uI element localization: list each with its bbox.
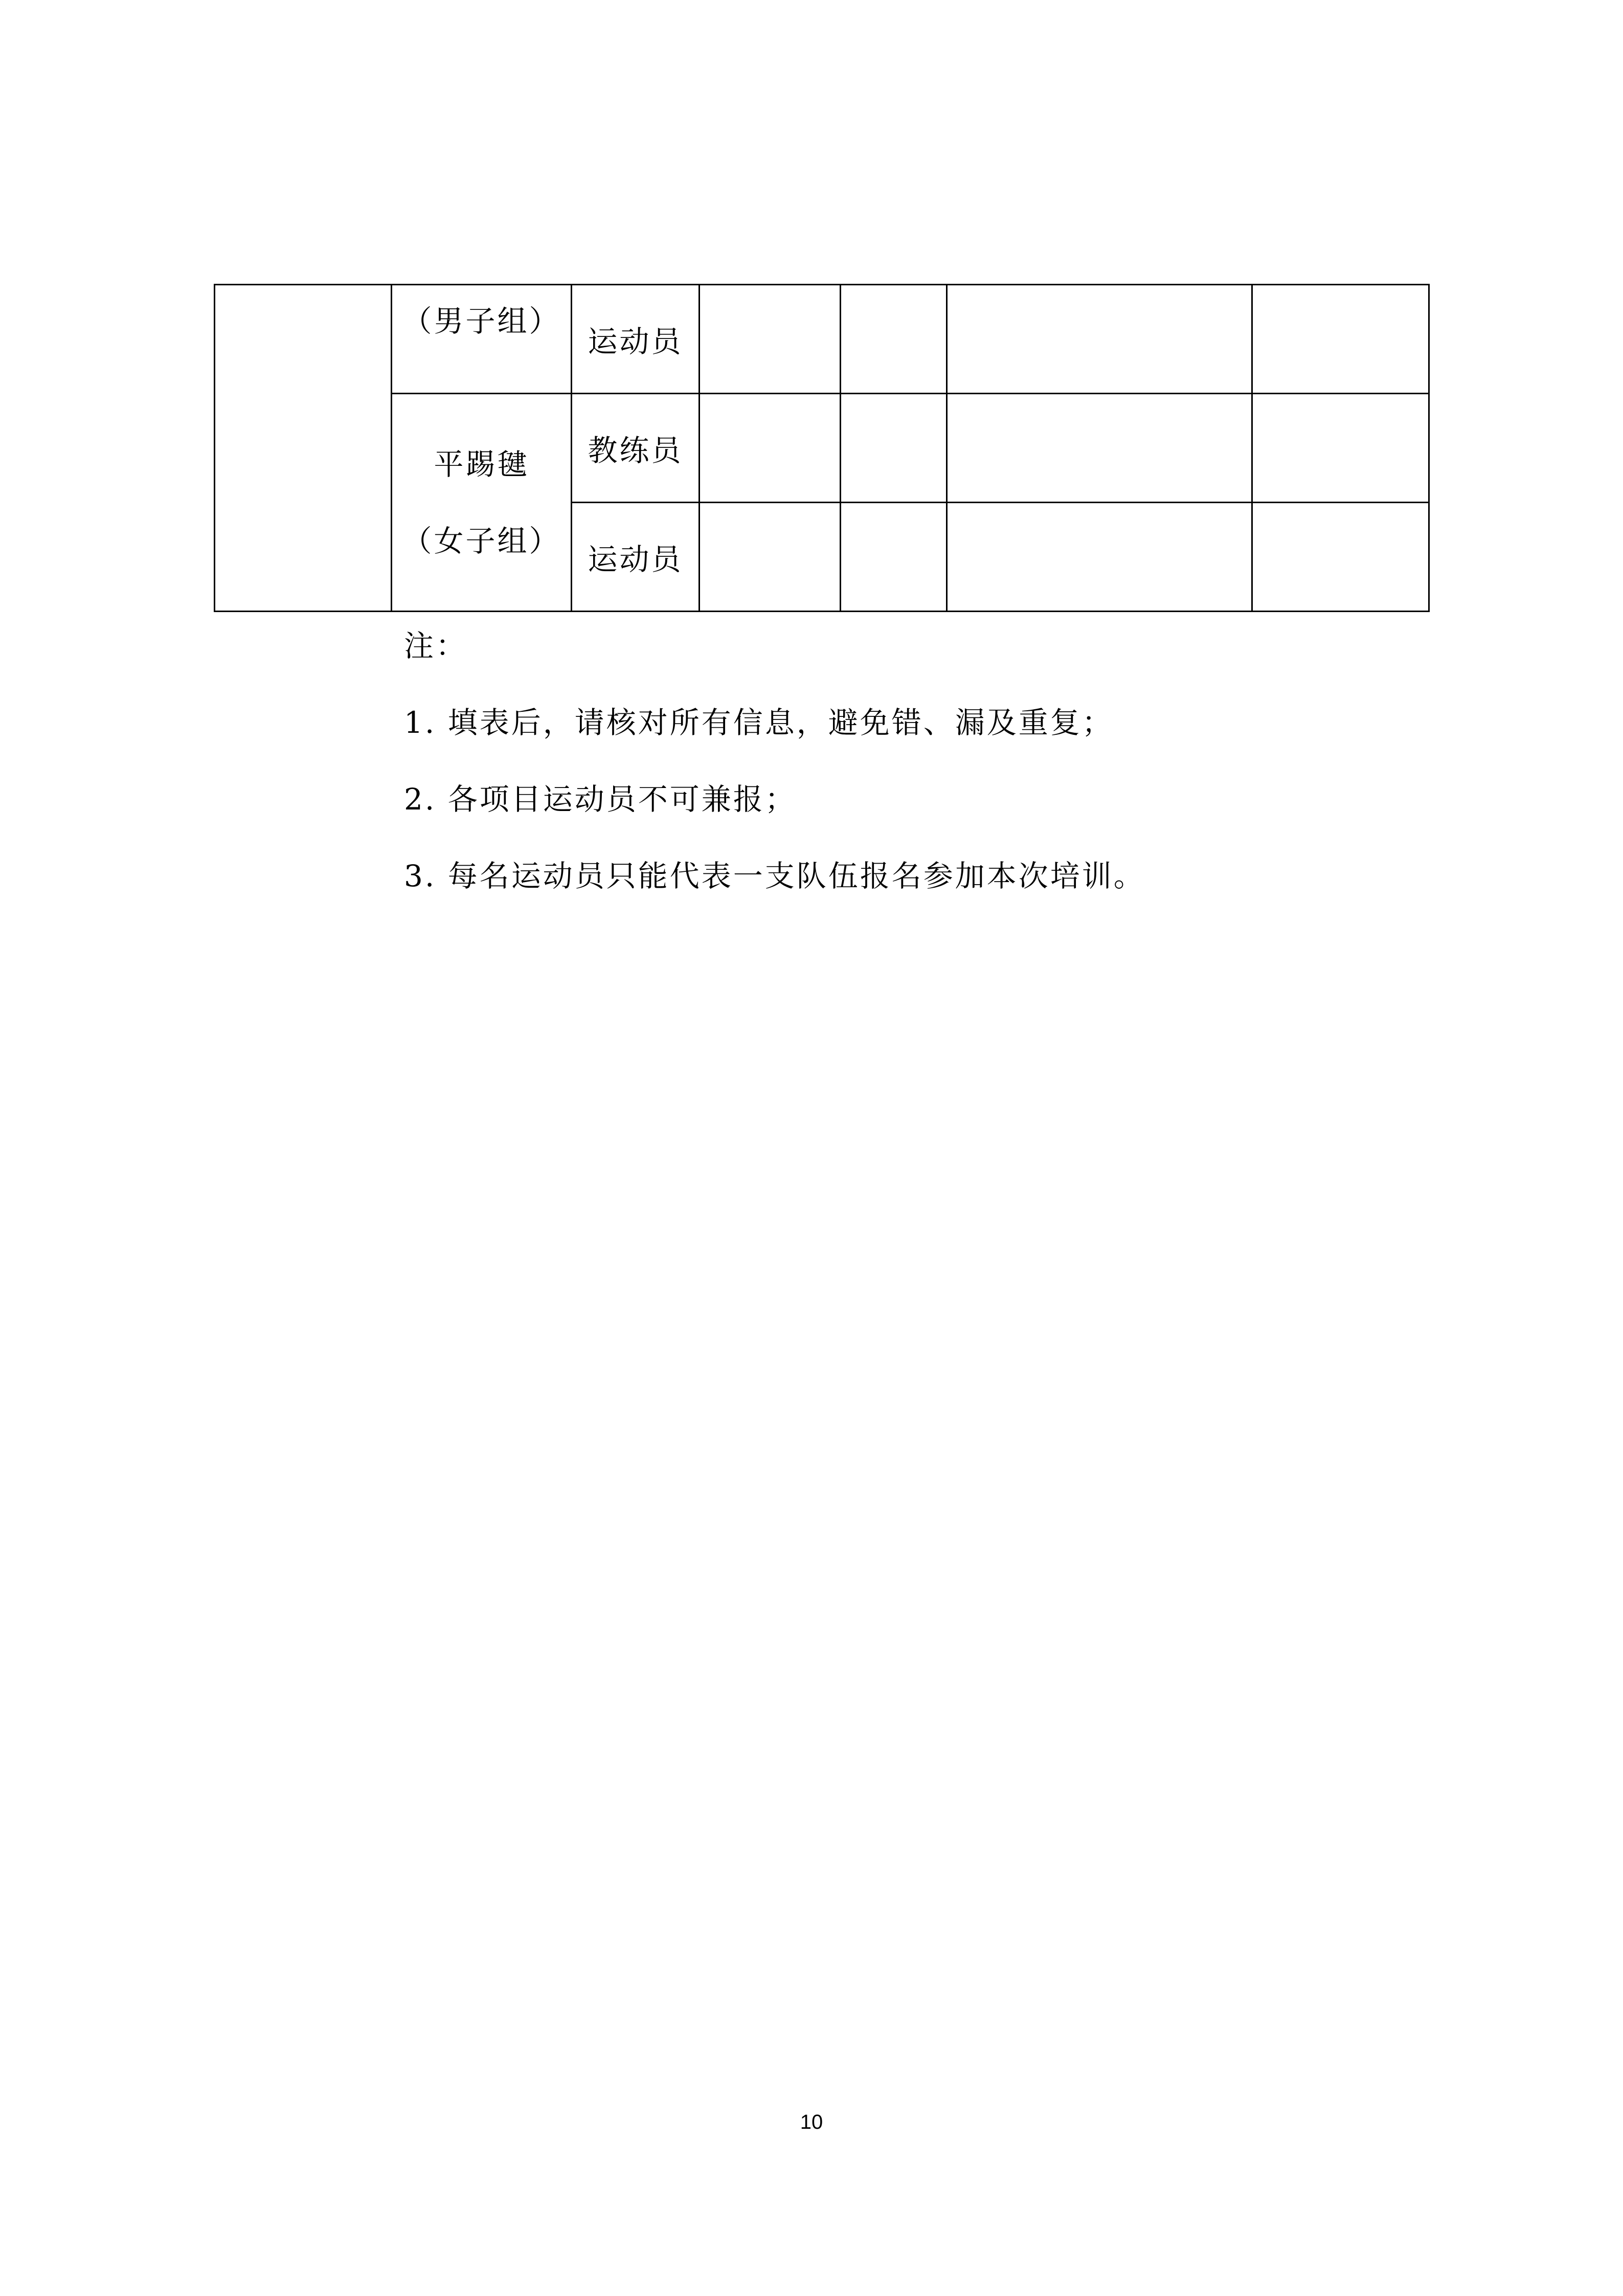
table-cell-empty <box>841 394 947 503</box>
event-cell <box>392 285 572 394</box>
table-cell-empty <box>700 394 841 503</box>
table-cell-empty <box>947 285 1252 394</box>
role-cell <box>572 394 700 503</box>
role-label: 运动员 <box>588 542 683 577</box>
event-label: 平踢毽 <box>434 446 529 482</box>
event-cell <box>392 394 572 612</box>
registration-table <box>214 284 1430 612</box>
role-label: 教练员 <box>588 433 683 468</box>
table-cell-empty <box>700 285 841 394</box>
role-cell <box>572 285 700 394</box>
notes-section <box>404 628 1145 935</box>
table-row <box>215 394 1429 503</box>
role-cell <box>572 503 700 612</box>
event-label: （男子组） <box>402 304 561 339</box>
event-label: （女子组） <box>402 523 561 558</box>
table-cell-empty <box>215 285 392 612</box>
table-cell-empty <box>1252 394 1429 503</box>
table-cell-empty <box>1252 285 1429 394</box>
table-cell-empty <box>947 503 1252 612</box>
table-cell-empty <box>947 394 1252 503</box>
table-cell-empty <box>841 503 947 612</box>
table-cell-empty <box>700 503 841 612</box>
note-item: 2. 各项目运动员不可兼报； <box>404 782 797 817</box>
table-row <box>215 285 1429 394</box>
note-item: 1. 填表后，请核对所有信息，避免错、漏及重复； <box>404 705 1114 740</box>
role-label: 运动员 <box>588 324 683 359</box>
note-item: 3. 每名运动员只能代表一支队伍报名参加本次培训。 <box>404 859 1145 893</box>
page-number: 10 <box>800 2111 823 2133</box>
table-cell-empty <box>841 285 947 394</box>
notes-heading: 注： <box>404 628 468 663</box>
table-cell-empty <box>1252 503 1429 612</box>
